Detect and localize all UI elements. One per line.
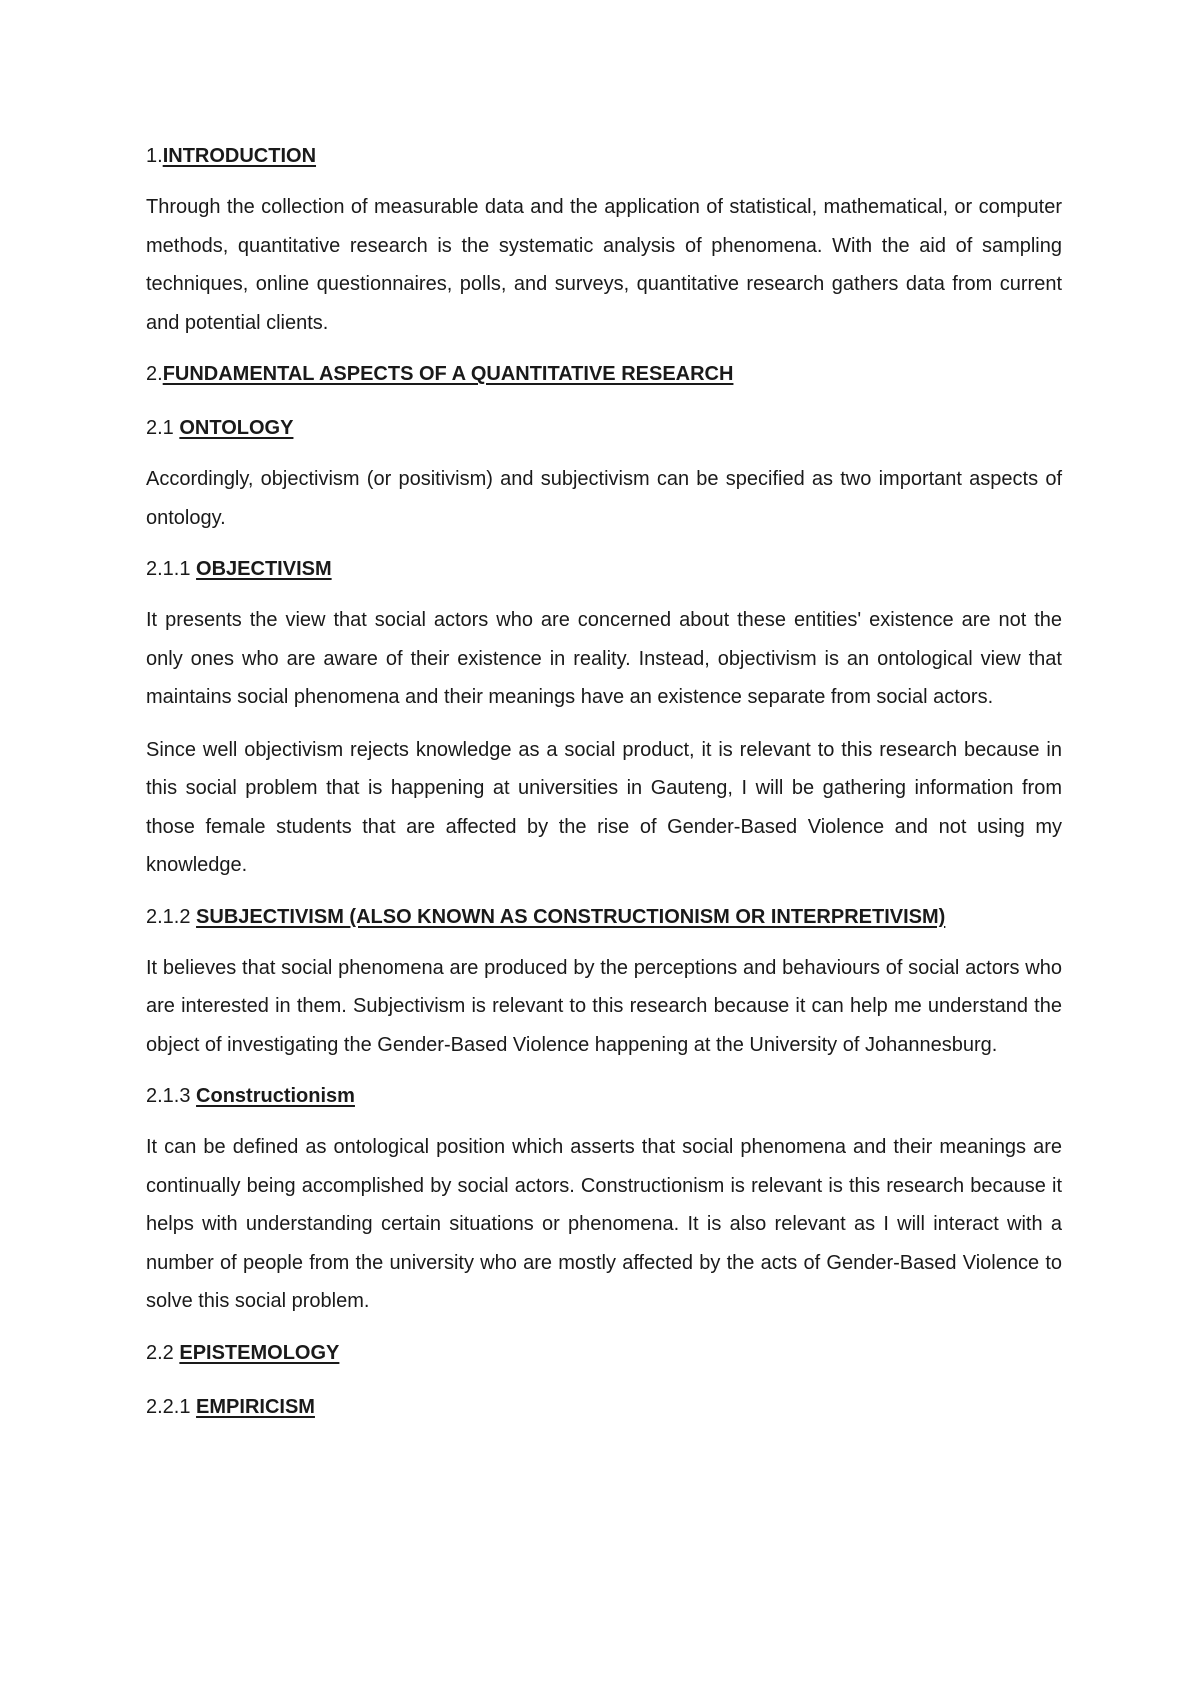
heading-fundamental-aspects: [146, 360, 1062, 388]
heading-number: 2.1.2: [146, 905, 197, 928]
heading-introduction: [146, 142, 1062, 170]
heading-title: FUNDAMENTAL ASPECTS OF A QUANTITATIVE RESEARCH: [162, 363, 734, 385]
heading-number: 2.1: [146, 417, 180, 439]
paragraph-subjectivism: It believes that social phenomena are produced by the perceptions and behaviours of social actors who are interested in them. Subjectivism is relevant to this research because it can help me understand the object of investigating the Gender-Based Violence happening at the University of Johannesburg.: [146, 956, 1062, 1056]
heading-number: 2.2.1: [146, 1395, 197, 1418]
heading-title: ONTOLOGY: [179, 417, 294, 439]
paragraph-objectivism-1: It presents the view that social actors who are concerned about these entities' existence are not the only ones who are aware of their existence in reality. Instead, objectivism is an ontological view that maintains social phenomena and their meanings have an existence separate from social actors.: [146, 609, 1062, 708]
document-page: [146, 142, 1062, 1447]
paragraph-ontology: Accordingly, objectivism (or positivism) and subjectivism can be specified as two important aspects of ontology.: [146, 468, 1062, 529]
paragraph-introduction: Through the collection of measurable data and the application of statistical, mathematical, or computer methods, quantitative research is the systematic analysis of phenomena. With the aid of sampling techniques, online questionnaires, polls, and surveys, quantitative research gathers data from current and potential clients.: [146, 196, 1062, 334]
heading-title: Constructionism: [196, 1085, 355, 1107]
heading-ontology: [146, 414, 1062, 442]
heading-title: EMPIRICISM: [196, 1395, 315, 1418]
heading-number: 2.1.3: [146, 1085, 197, 1107]
heading-constructionism: [146, 1082, 1062, 1110]
heading-number: 2.2: [146, 1341, 180, 1364]
heading-subjectivism: [146, 903, 1062, 931]
heading-number: 2.1.1: [146, 558, 197, 580]
heading-title: SUBJECTIVISM (ALSO KNOWN AS CONSTRUCTIONISM OR INTERPRETIVISM): [196, 905, 946, 928]
heading-title: INTRODUCTION: [162, 145, 317, 167]
heading-title: OBJECTIVISM: [196, 558, 332, 580]
paragraph-objectivism-2: Since well objectivism rejects knowledge as a social product, it is relevant to this research because in this social problem that is happening at universities in Gauteng, I will be gathering information from those female students that are affected by the rise of Gender-Based Violence and not using my knowledge.: [146, 738, 1062, 876]
heading-number: 2.: [146, 363, 163, 385]
heading-empiricism: [146, 1393, 1062, 1421]
heading-objectivism: [146, 555, 1062, 583]
heading-number: 1.: [146, 145, 163, 167]
heading-title: EPISTEMOLOGY: [179, 1341, 340, 1364]
heading-epistemology: [146, 1339, 1062, 1367]
paragraph-constructionism: It can be defined as ontological position which asserts that social phenomena and their meanings are continually being accomplished by social actors. Constructionism is relevant is this research because it helps with understanding certain situations or phenomena. It is also relevant as I will interact with a number of people from the university who are mostly affected by the acts of Gender-Based Violence to solve this social problem.: [146, 1136, 1062, 1312]
